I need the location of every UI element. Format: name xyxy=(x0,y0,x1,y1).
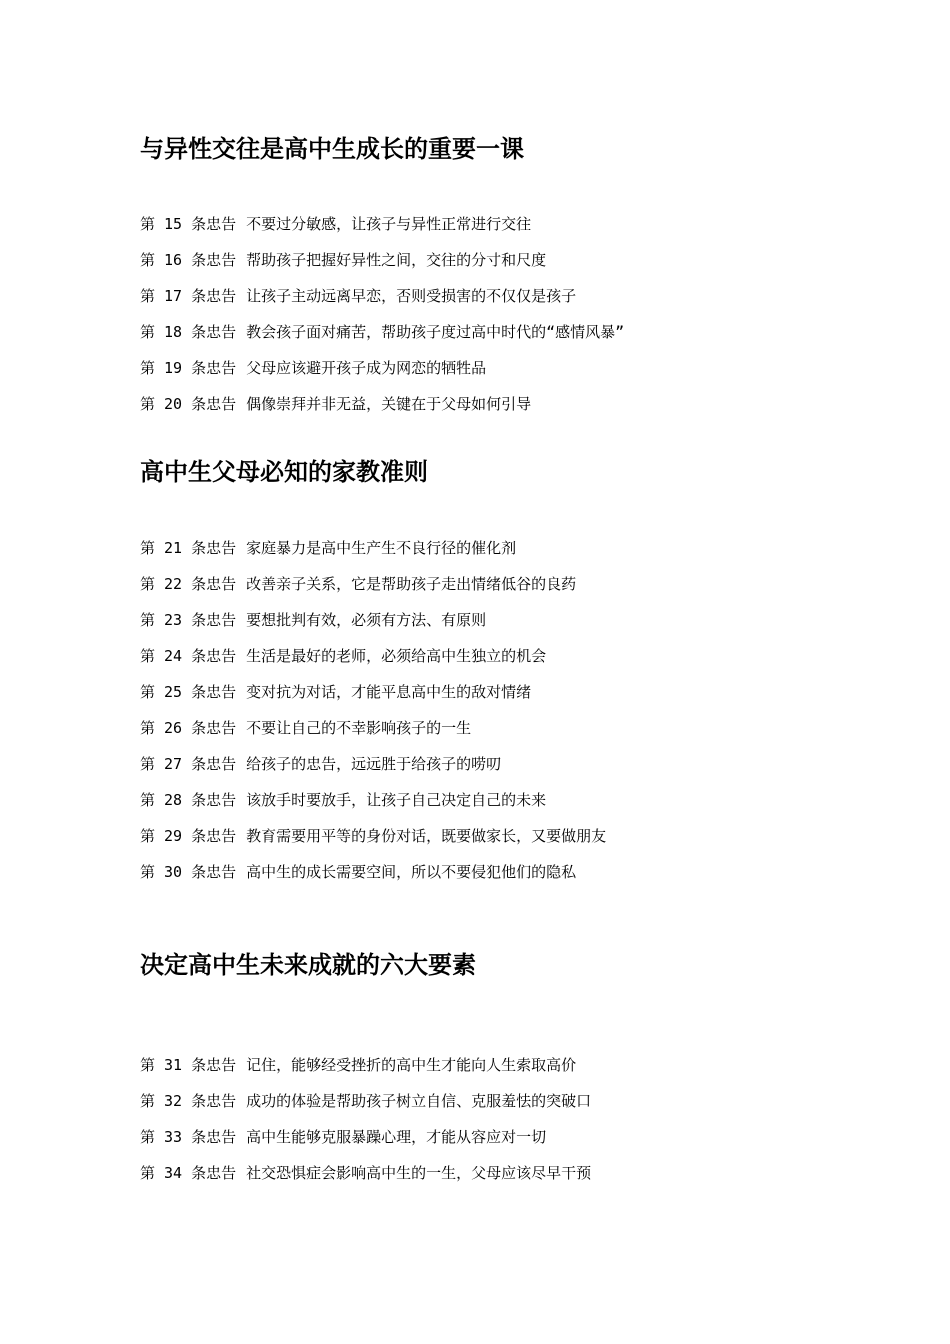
item-label: 第 16 条忠告 xyxy=(140,251,237,269)
item-label: 第 24 条忠告 xyxy=(140,647,237,665)
list-item xyxy=(140,538,516,558)
list-item xyxy=(140,826,606,846)
item-label: 第 30 条忠告 xyxy=(140,863,237,881)
item-label: 第 31 条忠告 xyxy=(140,1056,237,1074)
list-item xyxy=(140,1127,546,1147)
list-item xyxy=(140,646,546,666)
list-item xyxy=(140,862,576,882)
list-item xyxy=(140,1163,591,1183)
list-item xyxy=(140,790,546,810)
item-text: 父母应该避开孩子成为网恋的牺牲品 xyxy=(246,359,487,377)
item-text: 改善亲子关系，它是帮助孩子走出情绪低谷的良药 xyxy=(246,575,577,593)
list-item xyxy=(140,214,531,234)
item-text: 社交恐惧症会影响高中生的一生，父母应该尽早干预 xyxy=(246,1164,592,1182)
list-item xyxy=(140,682,531,702)
list-item xyxy=(140,1055,576,1075)
item-text: 给孩子的忠告，远远胜于给孩子的唠叨 xyxy=(246,755,502,773)
item-text: 记住，能够经受挫折的高中生才能向人生索取高价 xyxy=(246,1056,577,1074)
item-label: 第 21 条忠告 xyxy=(140,539,237,557)
list-item xyxy=(140,322,624,342)
item-label: 第 27 条忠告 xyxy=(140,755,237,773)
item-text: 偶像崇拜并非无益，关键在于父母如何引导 xyxy=(246,395,532,413)
item-text: 让孩子主动远离早恋，否则受损害的不仅仅是孩子 xyxy=(246,287,577,305)
item-text: 教育需要用平等的身份对话，既要做家长，又要做朋友 xyxy=(246,827,607,845)
list-item xyxy=(140,358,486,378)
list-item xyxy=(140,250,546,270)
item-label: 第 29 条忠告 xyxy=(140,827,237,845)
item-label: 第 15 条忠告 xyxy=(140,215,237,233)
section-heading: 决定高中生未来成就的六大要素 xyxy=(140,951,476,979)
item-text: 高中生能够克服暴躁心理，才能从容应对一切 xyxy=(246,1128,547,1146)
list-item xyxy=(140,754,501,774)
item-label: 第 20 条忠告 xyxy=(140,395,237,413)
list-item xyxy=(140,1091,591,1111)
item-label: 第 28 条忠告 xyxy=(140,791,237,809)
list-item xyxy=(140,394,531,414)
item-label: 第 22 条忠告 xyxy=(140,575,237,593)
item-label: 第 17 条忠告 xyxy=(140,287,237,305)
item-label: 第 18 条忠告 xyxy=(140,323,237,341)
item-text: 生活是最好的老师，必须给高中生独立的机会 xyxy=(246,647,547,665)
list-item xyxy=(140,718,471,738)
list-item xyxy=(140,610,486,630)
item-text: 家庭暴力是高中生产生不良行径的催化剂 xyxy=(246,539,517,557)
item-text: 不要过分敏感，让孩子与异性正常进行交往 xyxy=(246,215,532,233)
item-text: 成功的体验是帮助孩子树立自信、克服羞怯的突破口 xyxy=(246,1092,592,1110)
item-text: 该放手时要放手，让孩子自己决定自己的未来 xyxy=(246,791,547,809)
item-label: 第 32 条忠告 xyxy=(140,1092,237,1110)
list-item xyxy=(140,286,576,306)
item-text: 不要让自己的不幸影响孩子的一生 xyxy=(246,719,472,737)
item-label: 第 34 条忠告 xyxy=(140,1164,237,1182)
item-label: 第 19 条忠告 xyxy=(140,359,237,377)
item-label: 第 23 条忠告 xyxy=(140,611,237,629)
item-label: 第 25 条忠告 xyxy=(140,683,237,701)
item-label: 第 26 条忠告 xyxy=(140,719,237,737)
item-text: 帮助孩子把握好异性之间，交往的分寸和尺度 xyxy=(246,251,547,269)
section-heading: 与异性交往是高中生成长的重要一课 xyxy=(140,135,524,163)
list-item xyxy=(140,574,576,594)
section-heading: 高中生父母必知的家教准则 xyxy=(140,458,428,486)
item-label: 第 33 条忠告 xyxy=(140,1128,237,1146)
item-text: 高中生的成长需要空间，所以不要侵犯他们的隐私 xyxy=(246,863,577,881)
item-text: 变对抗为对话，才能平息高中生的敌对情绪 xyxy=(246,683,532,701)
item-text: 教会孩子面对痛苦，帮助孩子度过高中时代的“感情风暴” xyxy=(246,323,625,341)
item-text: 要想批判有效，必须有方法、有原则 xyxy=(246,611,487,629)
